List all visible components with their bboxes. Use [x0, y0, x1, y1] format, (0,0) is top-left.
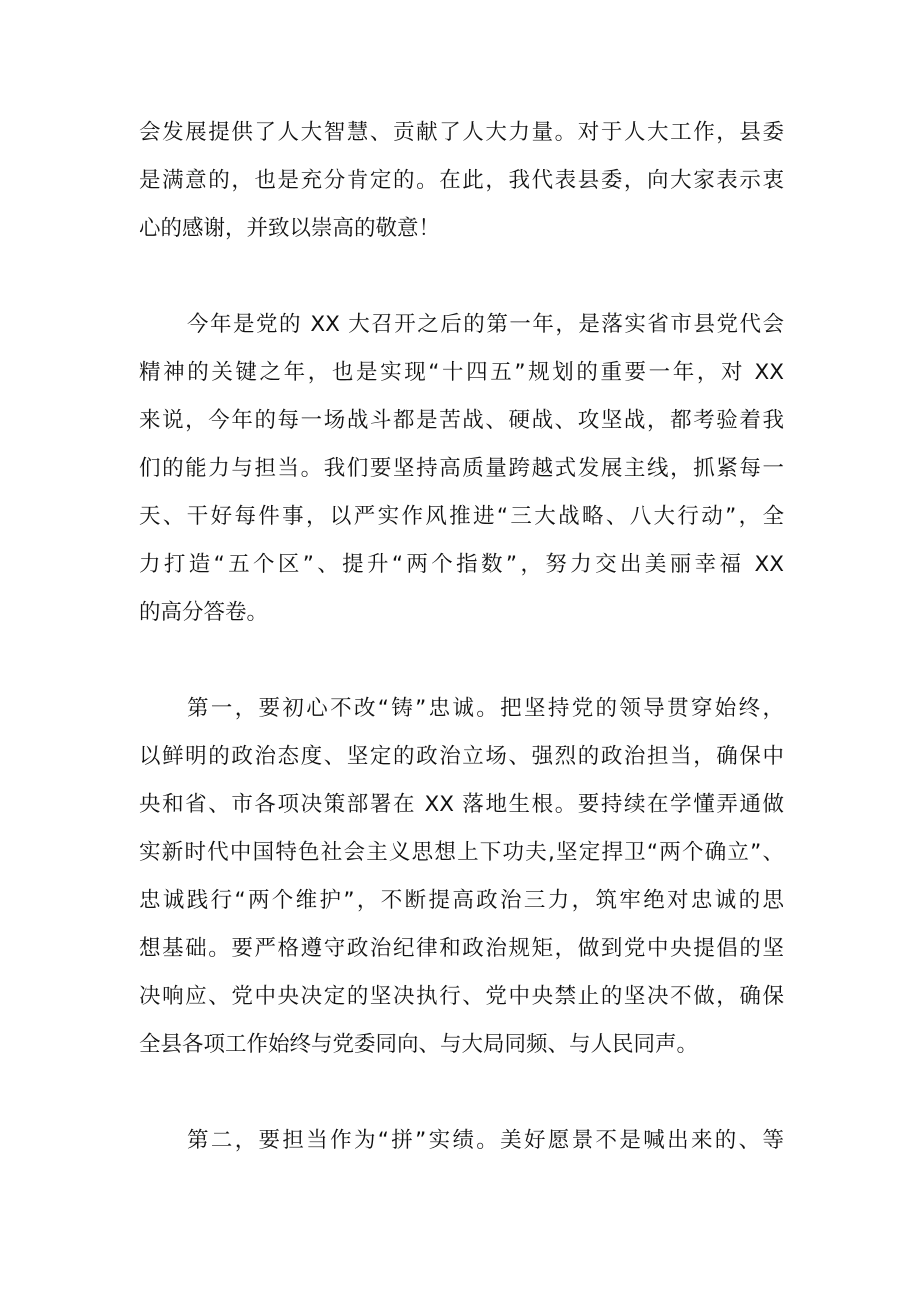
text-line: 实新时代中国特色社会主义思想上下功夫,坚定捍卫“两个确立”、: [139, 840, 784, 865]
text-line: 第一，要初心不改“铸”忠诚。把坚持党的领导贯穿始终，: [187, 696, 784, 721]
paragraph-first-point: [139, 685, 784, 1069]
paragraph-closing-thanks: [139, 109, 784, 253]
text-line: 想基础。要严格遵守政治纪律和政治规矩，做到党中央提倡的坚: [139, 936, 784, 961]
text-line: 会发展提供了人大智慧、贡献了人大力量。对于人大工作，县委: [139, 120, 784, 145]
text-line: 心的感谢，并致以崇高的敬意！: [139, 216, 441, 241]
text-line: 以鲜明的政治态度、坚定的政治立场、强烈的政治担当，确保中: [139, 744, 784, 769]
text-line: 天、干好每件事，以严实作风推进“三大战略、八大行动”，全: [139, 504, 784, 529]
text-line: 全县各项工作始终与党委同向、与大局同频、与人民同声。: [139, 1032, 699, 1057]
text-line: 来说，今年的每一场战斗都是苦战、硬战、攻坚战，都考验着我: [139, 408, 784, 433]
text-line: 第二，要担当作为“拼”实绩。美好愿景不是喊出来的、等: [187, 1128, 784, 1153]
text-line: 央和省、市各项决策部署在 XX 落地生根。要持续在学懂弄通做: [139, 792, 784, 817]
text-line: 决响应、党中央决定的坚决执行、党中央禁止的坚决不做，确保: [139, 984, 784, 1009]
text-line: 是满意的，也是充分肯定的。在此，我代表县委，向大家表示衷: [139, 168, 784, 193]
paragraph-second-point: [139, 1117, 784, 1165]
text-line: 力打造“五个区”、提升“两个指数”，努力交出美丽幸福 XX: [139, 552, 784, 577]
text-line: 精神的关键之年，也是实现“十四五”规划的重要一年，对 XX: [139, 360, 784, 385]
text-line: 今年是党的 XX 大召开之后的第一年，是落实省市县党代会: [187, 312, 784, 337]
text-line: 的高分答卷。: [139, 600, 269, 625]
text-line: 们的能力与担当。我们要坚持高质量跨越式发展主线，抓紧每一: [139, 456, 784, 481]
text-line: 忠诚践行“两个维护”，不断提高政治三力，筑牢绝对忠诚的思: [139, 888, 784, 913]
paragraph-this-year: [139, 301, 784, 637]
